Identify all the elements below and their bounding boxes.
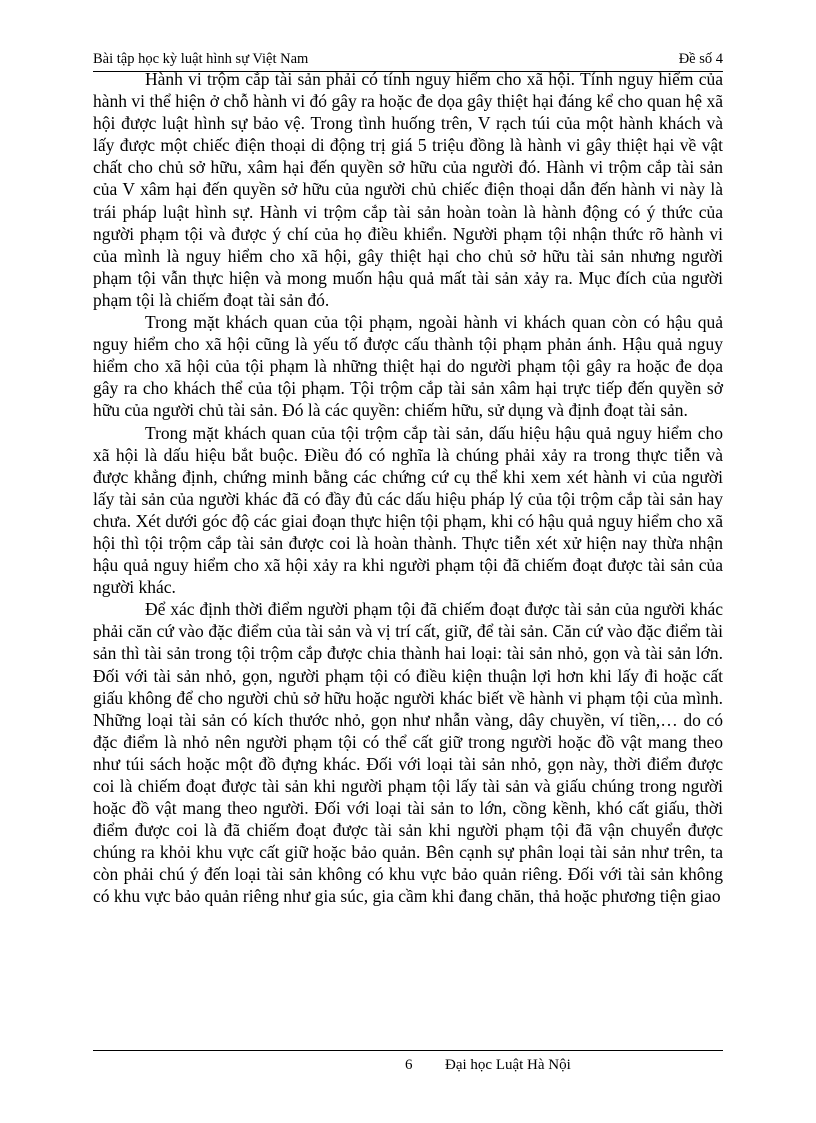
header-exam-number: Đề số 4 xyxy=(678,51,723,67)
page-number: 6 xyxy=(405,1057,413,1073)
paragraph: Để xác định thời điểm người phạm tội đã chiếm đoạt được tài sản của người khác phải căn cứ vào đặc điểm của tài sản và vị trí cất, giữ, để tài sản. Căn cứ vào đặc điểm tài sản thì tài sản trong tội trộm cắp được chia thành hai loại: tài sản nhỏ, gọn và tài sản lớn. Đối với tài sản nhỏ, gọn, người phạm tội có điều kiện thuận lợi hơn khi lấy đi hoặc cất giấu không để cho người chủ sở hữu hoặc người khác biết về hành vi phạm tội của mình. Những loại tài sản có kích thước nhỏ, gọn như nhẫn vàng, dây chuyền, ví tiền,… do có đặc điểm là nhỏ nên người phạm tội có thể cất giữ trong người hoặc đồ vật mang theo như túi sách hoặc một đồ đựng khác. Đối với loại tài sản nhỏ, gọn này, thời điểm được coi là chiếm đoạt được tài sản khi người phạm tội lấy tài sản và giấu chúng trong người hoặc đồ vật mang theo người. Đối với loại tài sản to lớn, cồng kềnh, khó cất giấu, thời điểm được coi là đã chiếm đoạt được tài sản khi người phạm tội đã vận chuyển được chúng ra khỏi khu vực cất giữ hoặc bảo quản. Bên cạnh sự phân loại tài sản như trên, ta còn phải chú ý đến loại tài sản không có khu vực bảo quản riêng. Đối với tài sản không có khu vực bảo quản riêng như gia súc, gia cầm khi đang chăn, thả hoặc phương tiện giao xyxy=(93,599,723,907)
paragraph: Hành vi trộm cắp tài sản phải có tính nguy hiểm cho xã hội. Tính nguy hiểm của hành vi thể hiện ở chỗ hành vi đó gây ra hoặc đe dọa gây thiệt hại đáng kể cho quan hệ xã hội được luật hình sự bảo vệ. Trong tình huống trên, V rạch túi của một hành khách và lấy được một chiếc điện thoại di động trị giá 5 triệu đồng là hành vi gây thiệt hại về vật chất cho chủ sở hữu, xâm hại đến quyền sở hữu của người đó. Hành vi trộm cắp tài sản của V xâm hại đến quyền sở hữu của người chủ chiếc điện thoại dẫn đến hành vi này là trái pháp luật hình sự. Hành vi trộm cắp tài sản hoàn toàn là hành động có ý thức của người phạm tội và được ý chí của họ điều khiển. Người phạm tội nhận thức rõ hành vi của mình là nguy hiểm cho xã hội, gây thiệt hại cho chủ sở hữu tài sản nhưng người phạm tội vẫn thực hiện và mong muốn hậu quả mất tài sản xảy ra. Mục đích của người phạm tội là chiếm đoạt tài sản đó. xyxy=(93,69,723,310)
document-body xyxy=(93,68,723,908)
page-footer xyxy=(93,1050,723,1081)
header-title: Bài tập học kỳ luật hình sự Việt Nam xyxy=(93,51,309,67)
footer-school: Đại học Luật Hà Nội xyxy=(445,1057,571,1073)
paragraph: Trong mặt khách quan của tội trộm cắp tài sản, dấu hiệu hậu quả nguy hiểm cho xã hội là dấu hiệu bắt buộc. Điều đó có nghĩa là chúng phải xảy ra trong thực tiễn và được khẳng định, chứng minh bằng các chứng cứ cụ thể khi xem xét hành vi của người lấy tài sản của người khác đã có đầy đủ các dấu hiệu pháp lý của tội trộm cắp tài sản hay chưa. Xét dưới góc độ các giai đoạn thực hiện tội phạm, khi có hậu quả nguy hiểm cho xã hội thì tội trộm cắp tài sản được coi là hoàn thành. Thực tiễn xét xử hiện nay thừa nhận hậu quả nguy hiểm cho xã hội xảy ra khi người phạm tội đã chiếm đoạt được tài sản của người khác. xyxy=(93,422,723,598)
paragraph: Trong mặt khách quan của tội phạm, ngoài hành vi khách quan còn có hậu quả nguy hiểm cho xã hội cũng là yếu tố được cấu thành tội phạm phản ánh. Hậu quả nguy hiểm cho xã hội của tội phạm là những thiệt hại do người phạm tội gây ra hoặc đe dọa gây ra cho khách thể của tội phạm. Tội trộm cắp tài sản xâm hại trực tiếp đến quyền sở hữu của người chủ tài sản. Đó là các quyền: chiếm hữu, sử dụng và định đoạt tài sản. xyxy=(93,312,723,421)
